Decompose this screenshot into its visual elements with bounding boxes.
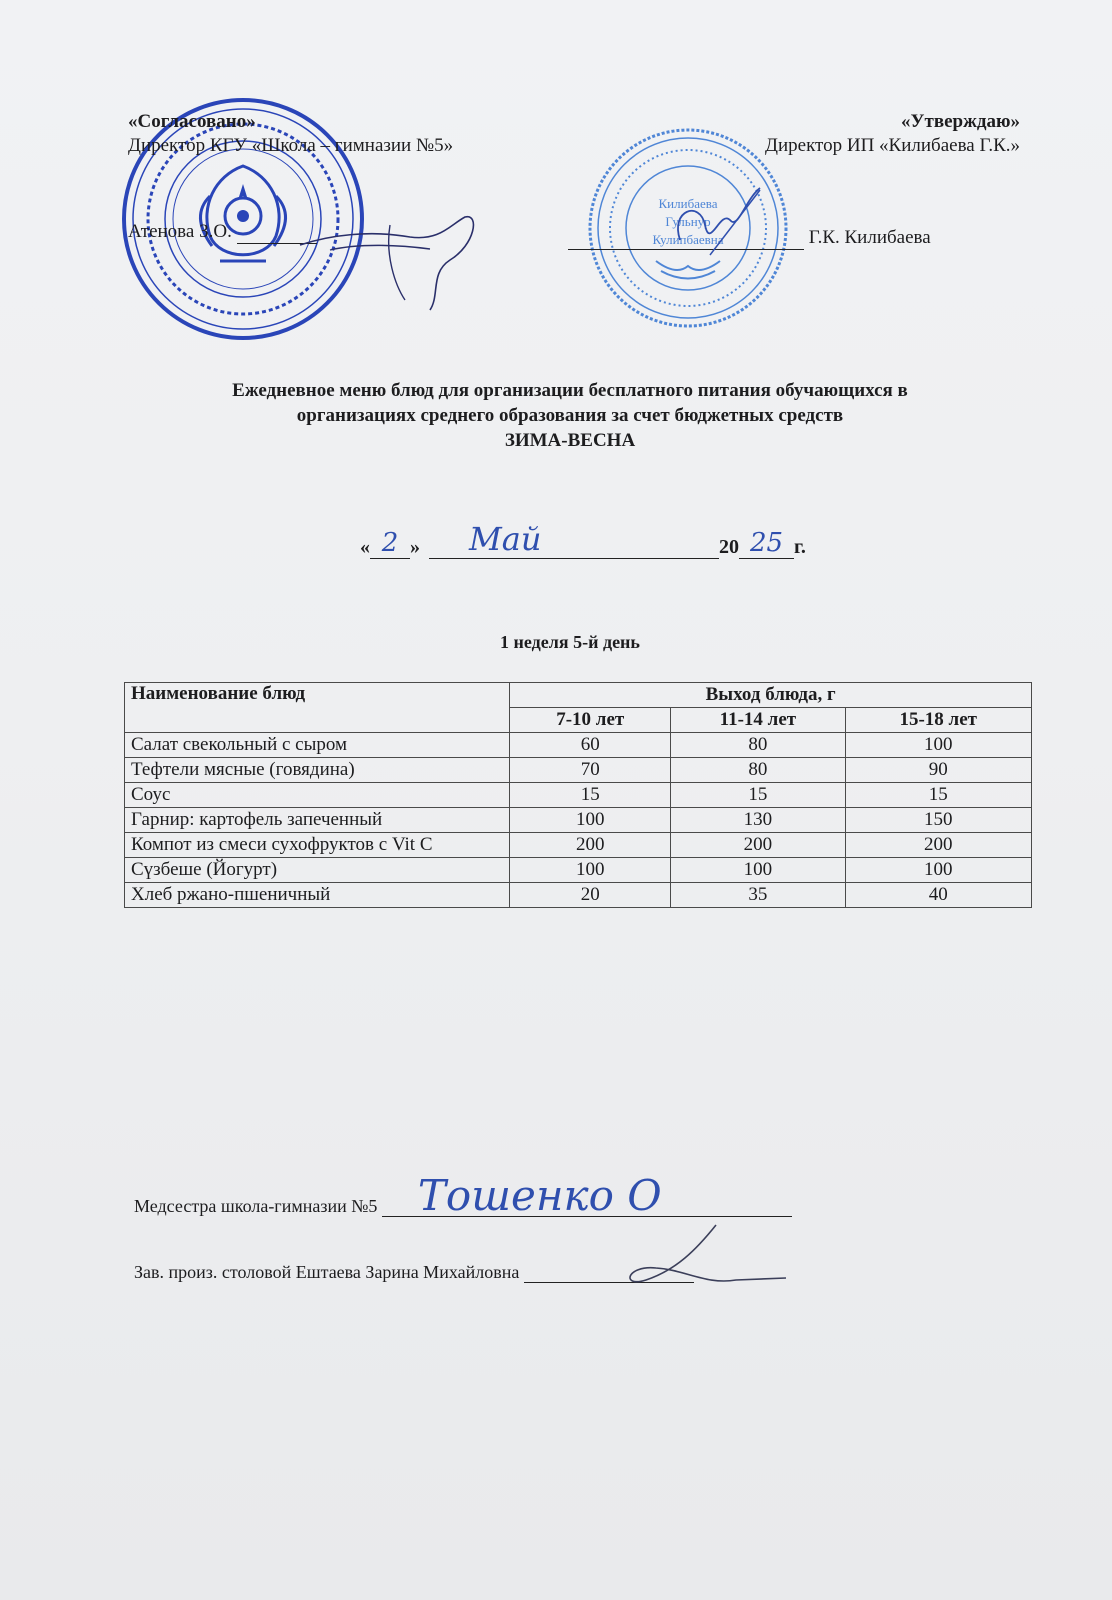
table-row — [125, 808, 1032, 833]
nurse-label: Медсестра школа-гимназии №5 — [134, 1196, 378, 1216]
nurse-signature-row — [134, 1171, 792, 1220]
yield-11-14: 15 — [671, 783, 845, 808]
approval-left-name: Атенова З.О. — [128, 221, 232, 242]
dish-name: Компот из смеси сухофруктов с Vit C — [125, 833, 510, 858]
yield-15-18: 100 — [845, 858, 1032, 883]
approval-right-position: Директор ИП «Килибаева Г.К.» — [765, 135, 1020, 156]
table-row — [125, 833, 1032, 858]
date-suffix: г. — [794, 536, 806, 558]
menu-table — [124, 682, 1032, 908]
title-line-2: организациях среднего образования за счет бюджетных средств — [296, 405, 844, 426]
manager-signature-row — [134, 1262, 694, 1283]
dish-name: Сүзбеше (Йогурт) — [125, 858, 510, 883]
dish-name: Хлеб ржано-пшеничный — [125, 883, 510, 908]
dish-name: Соус — [125, 783, 510, 808]
yield-11-14: 80 — [671, 758, 845, 783]
yield-7-10: 100 — [510, 858, 671, 883]
svg-text:Гульнур: Гульнур — [665, 214, 711, 229]
date-line — [360, 520, 806, 559]
approval-left-position: Директор КГУ «Школа – гимназии №5» — [128, 135, 454, 156]
col-header-yield: Выход блюда, г — [510, 683, 1032, 708]
col-header-age-2: 11-14 лет — [671, 708, 845, 733]
svg-text:Килибаева: Килибаева — [658, 196, 718, 211]
table-row — [125, 783, 1032, 808]
manager-signature — [616, 1220, 796, 1295]
yield-11-14: 100 — [671, 858, 845, 883]
dish-name: Салат свекольный с сыром — [125, 733, 510, 758]
yield-15-18: 100 — [845, 733, 1032, 758]
yield-15-18: 40 — [845, 883, 1032, 908]
week-day-label: 1 неделя 5-й день — [500, 632, 640, 652]
approval-left-signature — [290, 205, 490, 315]
date-century: 20 — [719, 536, 739, 558]
yield-7-10: 70 — [510, 758, 671, 783]
table-row — [125, 883, 1032, 908]
nurse-handwritten-signature: Тошенко О — [382, 1176, 792, 1217]
approval-right-signature — [660, 180, 770, 270]
yield-7-10: 100 — [510, 808, 671, 833]
yield-7-10: 200 — [510, 833, 671, 858]
yield-11-14: 35 — [671, 883, 845, 908]
yield-15-18: 150 — [845, 808, 1032, 833]
yield-7-10: 20 — [510, 883, 671, 908]
title-season: ЗИМА-ВЕСНА — [504, 430, 636, 451]
dish-name: Гарнир: картофель запеченный — [125, 808, 510, 833]
yield-15-18: 15 — [845, 783, 1032, 808]
yield-11-14: 200 — [671, 833, 845, 858]
col-header-age-1: 7-10 лет — [510, 708, 671, 733]
yield-15-18: 200 — [845, 833, 1032, 858]
svg-text:Кулипбаевна: Кулипбаевна — [652, 232, 724, 247]
manager-label: Зав. произ. столовой Ештаева Зарина Михайловна — [134, 1262, 520, 1282]
yield-7-10: 60 — [510, 733, 671, 758]
yield-15-18: 90 — [845, 758, 1032, 783]
date-open-quote: « — [360, 536, 370, 558]
approval-right-name: Г.К. Килибаева — [808, 227, 931, 248]
table-header-row — [125, 683, 1032, 708]
document-title — [120, 378, 1020, 453]
yield-11-14: 80 — [671, 733, 845, 758]
date-month: Май — [429, 520, 719, 559]
dish-name: Тефтели мясные (говядина) — [125, 758, 510, 783]
date-year: 25 — [739, 528, 794, 559]
table-row — [125, 758, 1032, 783]
table-row — [125, 733, 1032, 758]
approval-right-block — [765, 110, 1020, 158]
date-close-quote: » — [410, 536, 420, 558]
col-header-age-3: 15-18 лет — [845, 708, 1032, 733]
yield-11-14: 130 — [671, 808, 845, 833]
title-line-1: Ежедневное меню блюд для организации бесплатного питания обучающихся в — [232, 380, 908, 401]
date-day: 2 — [370, 528, 410, 559]
table-row — [125, 858, 1032, 883]
approval-right-heading: «Утверждаю» — [901, 111, 1020, 132]
col-header-name: Наименование блюд — [125, 683, 510, 733]
approval-left-heading: «Согласовано» — [128, 111, 256, 132]
yield-7-10: 15 — [510, 783, 671, 808]
